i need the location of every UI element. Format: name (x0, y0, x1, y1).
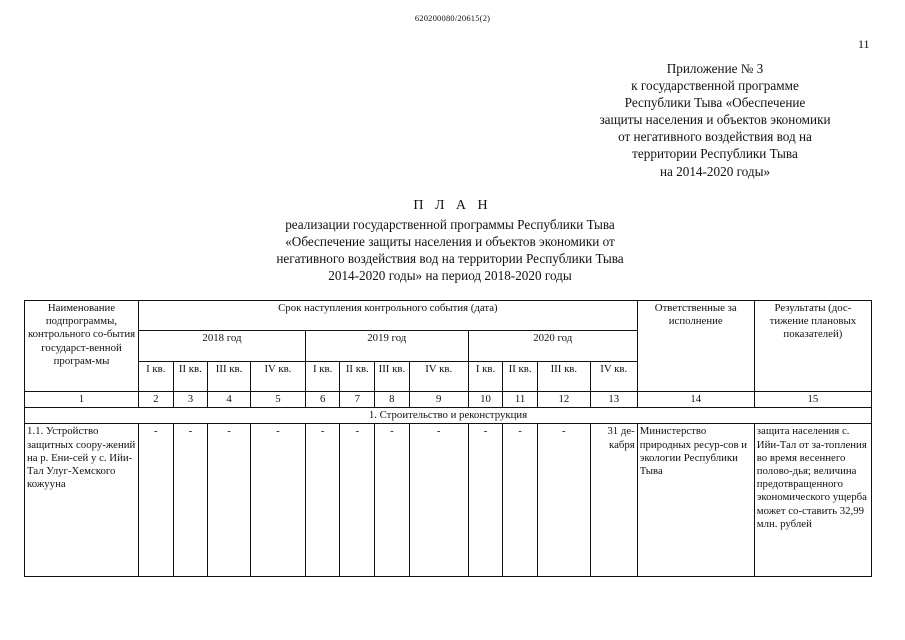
column-number: 12 (537, 392, 590, 408)
column-number: 15 (754, 392, 871, 408)
column-number: 14 (637, 392, 754, 408)
column-number: 3 (173, 392, 208, 408)
column-header-period: Срок наступления контрольного события (дата) (139, 301, 638, 331)
quarter-value-cell: - (409, 424, 468, 577)
column-number: 8 (375, 392, 410, 408)
column-number: 13 (590, 392, 637, 408)
plan-heading: П Л А Н (413, 198, 492, 213)
quarter-value-cell: - (537, 424, 590, 577)
plan-subtitle (200, 216, 700, 284)
column-number: 4 (208, 392, 251, 408)
column-number: 9 (409, 392, 468, 408)
quarter-header: I кв. (139, 361, 174, 391)
appendix-line: Приложение № 3 (666, 61, 764, 76)
year-header-2019: 2019 год (305, 331, 468, 361)
plan-table (24, 300, 872, 577)
plan-subtitle-line: реализации государственной программы Республики Тыва (285, 217, 615, 232)
section-title: 1. Строительство и реконструкция (25, 408, 872, 424)
plan-subtitle-line: «Обеспечение защиты населения и объектов экономики от (285, 234, 615, 250)
quarter-value-cell: - (340, 424, 375, 577)
quarter-value-cell: 31 де-кабря (590, 424, 637, 577)
year-header-2018: 2018 год (139, 331, 306, 361)
column-number: 1 (25, 392, 139, 408)
quarter-value-cell: - (250, 424, 305, 577)
column-number: 7 (340, 392, 375, 408)
quarter-header: III кв. (375, 361, 410, 391)
plan-subtitle-line: 2014-2020 годы» на период 2018-2020 годы (328, 268, 572, 284)
quarter-header: I кв. (468, 361, 503, 391)
quarter-value-cell: - (375, 424, 410, 577)
column-header-responsible: Ответственные за исполнение (637, 301, 754, 392)
appendix-line: защиты населения и объектов экономики (599, 112, 831, 128)
appendix-line: от негативного воздействия вод на (618, 129, 812, 145)
quarter-header: IV кв. (250, 361, 305, 391)
column-number: 6 (305, 392, 340, 408)
quarter-header: III кв. (537, 361, 590, 391)
quarter-header: III кв. (208, 361, 251, 391)
responsible-cell: Министерство природных ресур-сов и экологии Республики Тыва (637, 424, 754, 577)
appendix-line: на 2014-2020 годы» (659, 163, 771, 179)
column-header-results: Результаты (дос-тижение плановых показателей) (754, 301, 871, 392)
quarter-header: II кв. (173, 361, 208, 391)
appendix-line: к государственной программе (631, 78, 799, 94)
quarter-header: II кв. (340, 361, 375, 391)
column-number: 2 (139, 392, 174, 408)
quarter-value-cell: - (173, 424, 208, 577)
appendix-line: территории Республики Тыва (632, 146, 798, 162)
plan-subtitle-line: негативного воздействия вод на территории Республики Тыва (276, 251, 624, 267)
table-row (25, 424, 872, 577)
quarter-value-cell: - (139, 424, 174, 577)
appendix-block (570, 60, 860, 180)
quarter-value-cell: - (208, 424, 251, 577)
document-id: 620200080/20615(2) (414, 13, 491, 23)
quarter-header: I кв. (305, 361, 340, 391)
appendix-line: Республики Тыва «Обеспечение (624, 95, 806, 111)
quarter-header: IV кв. (590, 361, 637, 391)
column-number: 10 (468, 392, 503, 408)
quarter-header: II кв. (503, 361, 538, 391)
column-header-name: Наименование подпрограммы, контрольного со-бытия государст-венной програм-мы (25, 301, 139, 392)
page-number: 11 (858, 37, 870, 51)
quarter-value-cell: - (305, 424, 340, 577)
year-header-2020: 2020 год (468, 331, 637, 361)
event-name-cell: 1.1. Устройство защитных соору-жений на р. Ени-сей у с. Ийи-Тал Улуг-Хемского кожууна (25, 424, 139, 577)
column-number: 5 (250, 392, 305, 408)
result-cell: защита населения с. Ийи-Тал от за-топления во время весеннего полово-дья; величина предотвращенного экономического ущерба может со-ставить 32,99 млн. рублей (754, 424, 871, 577)
quarter-value-cell: - (503, 424, 538, 577)
column-number: 11 (503, 392, 538, 408)
quarter-header: IV кв. (409, 361, 468, 391)
quarter-value-cell: - (468, 424, 503, 577)
